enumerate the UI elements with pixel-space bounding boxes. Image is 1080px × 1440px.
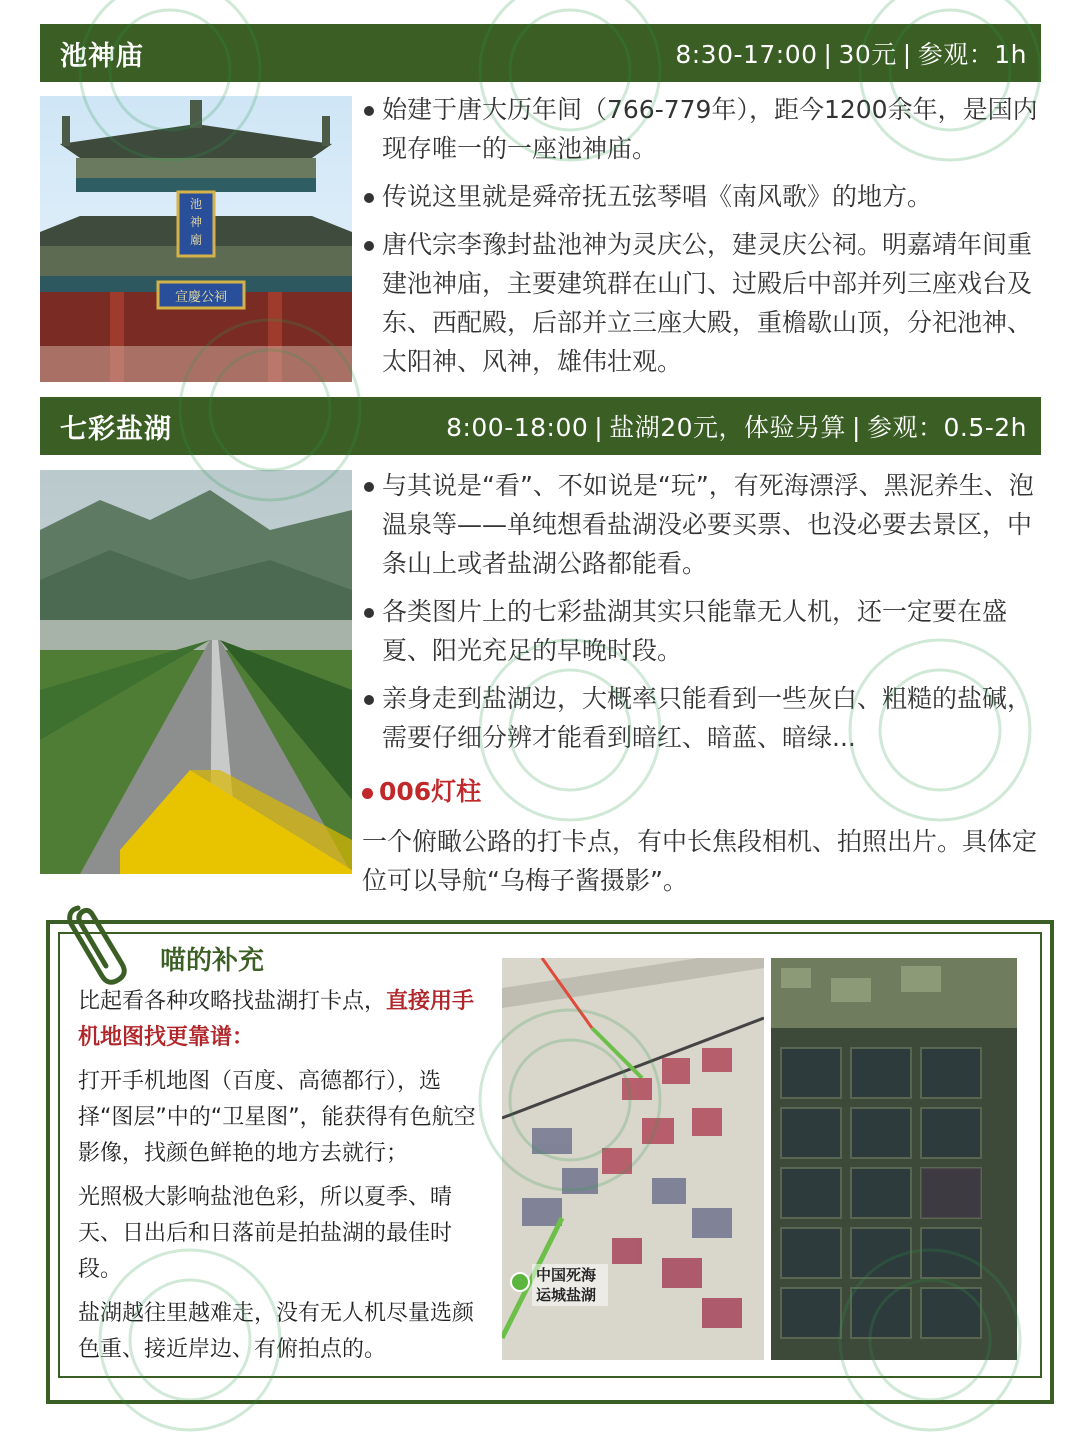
section1-header: [40, 24, 1041, 82]
temple-illustration: [40, 96, 352, 382]
plaque-vertical-text-2: 神: [189, 215, 203, 229]
map-label-line2: 运城盐湖: [536, 1286, 597, 1304]
section2-bullets: [362, 466, 1052, 766]
section2-price: 盐湖20元，体验另算: [609, 413, 847, 442]
plaque-vertical-text-3: 廟: [189, 233, 203, 247]
section2-title: 七彩盐湖: [60, 413, 172, 445]
plaque-horizontal-text: 宣慶公祠: [174, 290, 228, 305]
note-body: [78, 984, 488, 1376]
list-item: 始建于唐大历年间（766-779年），距今1200余年，是国内现存唯一的一座池神庙。: [362, 90, 1044, 168]
note-intro: [78, 984, 488, 1056]
note-paragraph: 光照极大影响盐池色彩，所以夏季、晴天、日出后和日落前是拍盐湖的最佳时段。: [78, 1185, 453, 1282]
subhead-description: 一个俯瞰公路的打卡点，有中长焦段相机、拍照出片。具体定位可以导航“乌梅子酱摄影”。: [362, 827, 1038, 895]
satellite-photo-illustration: [771, 958, 1017, 1360]
list-item: 亲身走到盐湖边，大概率只能看到一些灰白、粗糙的盐碱，需要仔细分辨才能看到暗红、暗蓝、暗绿...: [362, 679, 1052, 757]
note-title: 喵的补充: [160, 946, 265, 976]
note-paragraph: 盐湖越往里越难走，没有无人机尽量选颜色重、接近岸边、有俯拍点的。: [78, 1301, 475, 1362]
section1-duration: 参观：1h: [917, 40, 1027, 69]
section2-duration: 参观：0.5-2h: [866, 413, 1027, 442]
road-illustration: [40, 470, 352, 874]
section2-info: 8:00-18:00 | 盐湖20元，体验另算 | 参观：0.5-2h: [446, 413, 1027, 442]
list-item: 唐代宗李豫封盐池神为灵庆公，建灵庆公祠。明嘉靖年间重建池神庙，主要建筑群在山门、过殿后中部并列三座戏台及东、西配殿，后部并立三座大殿，重檐歇山顶，分祀池神、太阳神、风神，雄伟壮观。: [362, 225, 1044, 381]
section1-bullets: [362, 90, 1044, 390]
satellite-photo: [771, 958, 1017, 1360]
paperclip-icon: [58, 898, 138, 988]
note-paragraph: 打开手机地图（百度、高德都行），选择“图层”中的“卫星图”，能获得有色航空影像，找颜色鲜艳的地方去就行；: [78, 1069, 476, 1166]
satellite-map-illustration: [502, 958, 764, 1360]
subhead-label: 006灯柱: [379, 777, 482, 806]
section2-header: [40, 397, 1041, 455]
map-label-line1: 中国死海: [536, 1266, 597, 1284]
section1-hours: 8:30-17:00: [675, 40, 818, 69]
section2-hours: 8:00-18:00: [446, 413, 589, 442]
section1-price: 30元: [838, 40, 897, 69]
bullet-dot-icon: [362, 788, 373, 799]
note-intro-highlight: 直接用手机地图找更靠谱：: [78, 989, 475, 1050]
plaque-vertical-text-1: 池: [189, 197, 203, 211]
map-marker-icon: [511, 1273, 529, 1291]
list-item: 与其说是“看”、不如说是“玩”，有死海漂浮、黑泥养生、泡温泉等——单纯想看盐湖没必要买票、也没必要去景区，中条山上或者盐湖公路都能看。: [362, 466, 1052, 583]
list-item: 各类图片上的七彩盐湖其实只能靠无人机，还一定要在盛夏、阳光充足的早晚时段。: [362, 592, 1052, 670]
section1-title: 池神庙: [60, 40, 144, 72]
note-intro-plain: 比起看各种攻略找盐湖打卡点，: [78, 989, 387, 1014]
satellite-map-screenshot: [502, 958, 764, 1360]
subhead-006: [362, 772, 481, 808]
saltlake-road-photo: [40, 470, 352, 874]
section1-info: 8:30-17:00 | 30元 | 参观：1h: [675, 40, 1027, 69]
list-item: 传说这里就是舜帝抚五弦琴唱《南风歌》的地方。: [362, 177, 1044, 216]
temple-photo: [40, 96, 352, 382]
